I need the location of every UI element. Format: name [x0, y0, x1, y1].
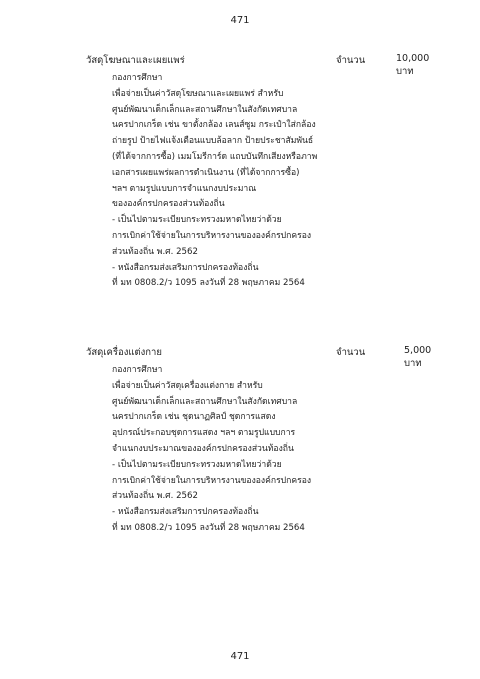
- description-line: - เป็นไปตามระเบียบกระทรวงมหาดไทยว่าด้วย: [112, 459, 282, 470]
- budget-amount: 10,000 บาท: [396, 53, 430, 77]
- budget-item-title: วัสดุเครื่องแต่งกาย: [86, 347, 162, 358]
- page-number-top: 471: [230, 15, 250, 26]
- quantity-label: จำนวน: [336, 347, 366, 358]
- budget-item-heading: [86, 53, 446, 77]
- description-line: เอกสารเผยแพร่ผลการดำเนินงาน (ที่ได้จากการซื้อ): [112, 167, 300, 178]
- description-line: นครปากเกร็ด เช่น ขาตั้งกล้อง เลนส์ซูม กระเป๋าใส่กล้อง: [112, 120, 316, 131]
- description-line: อุปกรณ์ประกอบชุดการแสดง ฯลฯ ตามรูปแบบการ: [112, 428, 296, 439]
- description-line: ถ่ายรูป ป้ายไฟแจ้งเตือนแบบล้อลาก ป้ายประชาสัมพันธ์: [112, 136, 314, 147]
- description-line: ที่ มท 0808.2/ว 1095 ลงวันที่ 28 พฤษภาคม 2564: [112, 278, 305, 289]
- description-line: กองการศึกษา: [112, 365, 163, 375]
- budget-amount: 5,000 บาท: [404, 345, 432, 369]
- description-line: การเบิกค่าใช้จ่ายในการบริหารงานขององค์กรปกครอง: [112, 230, 312, 241]
- description-line: ขององค์กรปกครองส่วนท้องถิ่น: [112, 199, 225, 210]
- description-line: ส่วนท้องถิ่น พ.ศ. 2562: [112, 491, 198, 502]
- description-line: จำแนกงบประมาณขององค์กรปกครองส่วนท้องถิ่น: [112, 443, 294, 454]
- description-line: ส่วนท้องถิ่น พ.ศ. 2562: [112, 246, 198, 257]
- description-line: ศูนย์พัฒนาเด็กเล็กและสถานศึกษาในสังกัดเทศบาล: [112, 104, 298, 115]
- page-number-bottom: 471: [230, 651, 250, 662]
- budget-item-clothing: [86, 345, 446, 537]
- description-line: ฯลฯ ตามรูปแบบการจำแนกงบประมาณ: [112, 183, 257, 194]
- description-line: เพื่อจ่ายเป็นค่าวัสดุเครื่องแต่งกาย สำหรับ: [112, 380, 263, 391]
- description-line: นครปากเกร็ด เช่น ชุดนาฏศิลป์ ชุดการแสดง: [112, 412, 276, 423]
- budget-item-title: วัสดุโฆษณาและเผยแพร่: [86, 55, 185, 66]
- description-line: - หนังสือกรมส่งเสริมการปกครองท้องถิ่น: [112, 262, 259, 273]
- quantity-label: จำนวน: [336, 55, 366, 66]
- description-line: - เป็นไปตามระเบียบกระทรวงมหาดไทยว่าด้วย: [112, 215, 282, 226]
- description-line: เพื่อจ่ายเป็นค่าวัสดุโฆษณาและเผยแพร่ สำหรับ: [112, 88, 284, 99]
- budget-item-description: [112, 363, 446, 537]
- budget-item-advertising: [86, 53, 446, 292]
- description-line: (ที่ได้จากการซื้อ) เมมโมรีการ์ด แถบบันทึกเสียงหรือภาพ: [112, 151, 318, 162]
- budget-item-heading: [86, 345, 446, 369]
- budget-item-description: [112, 71, 446, 292]
- description-line: - หนังสือกรมส่งเสริมการปกครองท้องถิ่น: [112, 507, 259, 518]
- description-line: ที่ มท 0808.2/ว 1095 ลงวันที่ 28 พฤษภาคม 2564: [112, 522, 305, 533]
- description-line: กองการศึกษา: [112, 73, 163, 83]
- description-line: ศูนย์พัฒนาเด็กเล็กและสถานศึกษาในสังกัดเทศบาล: [112, 396, 298, 407]
- description-line: การเบิกค่าใช้จ่ายในการบริหารงานขององค์กรปกครอง: [112, 475, 312, 486]
